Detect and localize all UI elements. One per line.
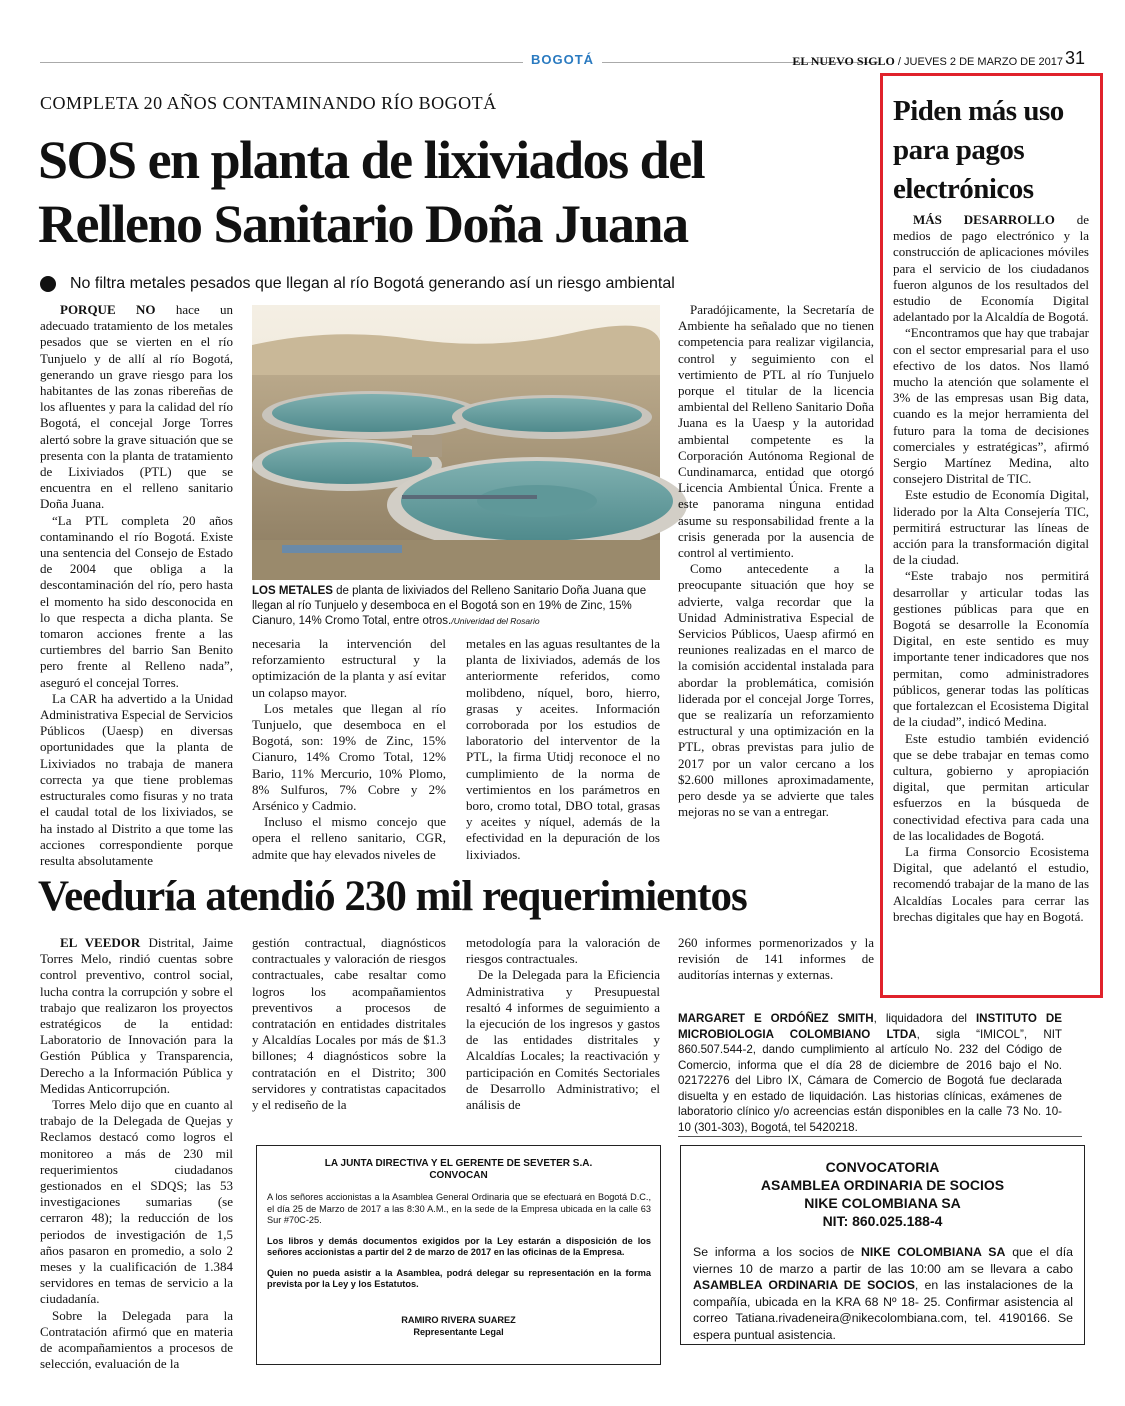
paragraph: La firma Consorcio Ecosistema Digital, que adelantó el estudio, recomendó trabajar de la mano de las Alcaldías Locales para cerrar las brechas digitales que hay en Bogotá. xyxy=(893,843,1089,924)
article2-column-1 xyxy=(40,935,233,1372)
article-column-1 xyxy=(40,302,233,868)
article-headline: SOS en planta de lixiviados del Relleno Sanitario Doña Juana xyxy=(38,130,705,254)
notice-body xyxy=(267,1192,651,1300)
liquidator-name: MARGARET E ORDÓÑEZ SMITH xyxy=(678,1012,874,1025)
issue-date: / JUEVES 2 DE MARZO DE 2017 xyxy=(894,56,1063,68)
signer-role: Representante Legal xyxy=(413,1327,504,1337)
paragraph: De la Delegada para la Eficiencia Administrativa y Presupuestal resaltó 4 informes de seguimiento a la ejecución de los ingresos y gastos de las entidades distritales y Alcaldías Locales; la reactivación y participación en Comités Sectoriales de Desarrollo Administrativo; el análisis de xyxy=(466,967,660,1113)
assembly-name: ASAMBLEA ORDINARIA DE SOCIOS xyxy=(693,1278,915,1292)
paragraph: “La PTL completa 20 años contaminando el río Bogotá. Existe una sentencia del Consejo de Estado de 2004 que obliga a la descontaminación del río, pero hasta el momento ha sido desconocida en lo que respecta a dicha planta. Se tomaron acciones frente a las curtiembres del barrio San Benito pero frente al Relleno nada”, aseguró el concejal Torres. xyxy=(40,512,233,690)
signer-name: RAMIRO RIVERA SUAREZ xyxy=(401,1315,516,1325)
paragraph: necesaria la intervención del reforzamiento estructural y la optimización de la planta y así evitar un colapso mayor. xyxy=(252,636,446,700)
article-kicker: COMPLETA 20 AÑOS CONTAMINANDO RÍO BOGOTÁ xyxy=(40,93,497,113)
paragraph: Como antecedente a la preocupante situación que hoy se advierte, valga recordar que la Unidad Administrativa Especial de Servicios Públicos, Uaesp afirmó en reuniones realizadas en el marco de la comisión accidental instalada para abordar la problemática, comisión liderada por el concejal Jorge Torres, que se realizaría un reforzamiento estructural y una optimización en la PTL, obras previstas para julio de 2017 por un valor cercano a los $2.600 millones aproximadamente, pero desde ya se advierte que tales mejoras no se van a entregar. xyxy=(678,561,874,820)
section-label: BOGOTÁ xyxy=(0,52,1125,67)
institute-name: INSTITUTO DE MICROBIOLOGIA COLOMBIANO LTDA xyxy=(678,1012,1062,1041)
paragraph: Paradójicamente, la Secretaría de Ambiente ha señalado que no tienen competencia para realizar vigilancia, control y seguimiento con el vertimiento de PTL al río Tunjuelo porque el titular de la licencia ambiental del Relleno Sanitario Doña Juana es la Uaesp y la autoridad ambiental competente es la Corporación Autónoma Regional de Cundinamarca, entidad que otorgó Licencia Ambiental Única. Frente a este panorama ninguna entidad asume su responsabilidad frente a la crisis generada por la ausencia de control al vertimiento. xyxy=(678,302,874,561)
article-column-4 xyxy=(678,302,874,857)
page-number: 31 xyxy=(1064,48,1085,68)
lead-in: PORQUE NO xyxy=(60,302,156,317)
sidebar-body xyxy=(893,212,1089,990)
paragraph: A los señores accionistas a la Asamblea General Ordinaria que se efectuará en Bogotá D.C., el día 25 de Marzo de 2017 a las 8:30 A.M., en la sede de la Empresa ubicada en la calle 63 Sur #70C-25. xyxy=(267,1192,651,1225)
paragraph: Los libros y demás documentos exigidos por la Ley estarán a disposición de los señores accionistas a partir del 2 de marzo de 2017 en las oficinas de la Empresa. xyxy=(267,1235,651,1257)
seveter-notice xyxy=(256,1145,661,1365)
lead-in: MÁS DESARROLLO xyxy=(913,212,1055,227)
paragraph: Torres Melo dijo que en cuanto al trabajo de la Delegada de Quejas y Reclamos destacó como logros el monitoreo a más de 230 mil requerimientos ciudadanos gestionados en el SDQS; las 53 investigaciones sumarias (se cerraron 48); la reducción de los periodos de investigación de 1,5 años pasaron en promedio, a solo 2 meses y la cualificación de 1.384 servidores en temas de servicio a la ciudadanía. xyxy=(40,1097,233,1307)
paragraph: “Encontramos que hay que trabajar con el sector empresarial para el uso efectivo de los datos. Nos llamó mucho la atención que solamente el 3% de las empresas usan Big data, cuando es la mejor herramienta del futuro para la toma de decisiones comerciales y estratégicas”, afirmó Sergio Martínez Medina, alto consejero Distrital de TIC. xyxy=(893,325,1089,487)
lead-in: EL VEEDOR xyxy=(60,935,141,950)
article2-column-3 xyxy=(466,935,660,1135)
paragraph: Quien no pueda asistir a la Asamblea, podrá delegar su representación en la forma prevista por la Ley y los Estatutos. xyxy=(267,1267,651,1289)
article-lede xyxy=(40,275,860,293)
paragraph: Sobre la Delegada para la Contratación afirmó que en materia de acompañamientos a procesos de selección, evaluación de la xyxy=(40,1307,233,1372)
notice-rule xyxy=(678,1136,1082,1137)
photo-credit: /Univeridad del Rosario xyxy=(451,616,540,626)
notice-signature xyxy=(257,1314,660,1338)
paragraph: “Este trabajo nos permitirá desarrollar y articular todas las gestiones públicas para que en Bogotá se desarrolle la Economía Digital, en este sentido es muy importante tener indicadores que nos permitan, como administradores públicos, generar todas las políticas que fortalezcan el Ecosistema Digital de la ciudad”, indicó Medina. xyxy=(893,568,1089,730)
bullet-icon xyxy=(40,276,56,292)
masthead-date xyxy=(792,54,1063,69)
paper-name: EL NUEVO SIGLO xyxy=(792,54,895,68)
lede-text: No filtra metales pesados que llegan al río Bogotá generando así un riesgo ambiental xyxy=(70,275,675,292)
sidebar-headline: Piden más uso para pagos electrónicos xyxy=(893,95,1064,205)
article-headline-2: Veeduría atendió 230 mil requerimientos xyxy=(38,873,747,920)
paragraph: PORQUE NO hace un adecuado tratamiento de los metales pesados que se vierten en el río Tunjuelo y de allí al río Bogotá, generando un grave riesgo para los habitantes de las zonas ribereñas de los afluentes y para la calidad del río Bogotá, el concejal Jorge Torres alertó sobre la grave situación que se presenta con la planta de tratamiento de Lixiviados (PTL) que se encuentra en el relleno sanitario Doña Juana. xyxy=(40,302,233,512)
nike-notice xyxy=(680,1145,1085,1345)
paragraph: metales en las aguas resultantes de la planta de lixiviados, además de los anteriormente referidos, como molibdeno, níquel, boro, hierro, grasas y aceites. Información corroborada por los estudios de laboratorio del interventor de la PTL, la firma Utidj reconoce el no cumplimiento de la norma de vertimientos en los parámetros en boro, cromo total, DBO total, grasas y aceites y níquel, además de la efectividad en la depuración de los lixiviados. xyxy=(466,636,660,862)
paragraph: EL VEEDOR Distrital, Jaime Torres Melo, rindió cuentas sobre control preventivo, control social, lucha contra la corrupción y sobre el trabajo que realizaron los proyectos estratégicos de la entidad: Laboratorio de Innovación para la Gestión Pública y Transparencia, Derecho a la Información Pública y Medidas Anticorrupción. xyxy=(40,935,233,1096)
photo-caption: LOS METALES de planta de lixiviados del Relleno Sanitario Doña Juana que llegan al río Tunjuelo y desemboca en el Bogotá son en 19% de Zinc, 15% Cianuro, 14% Cromo Total, entre otros./Univeridad del Rosario xyxy=(252,585,647,627)
article-column-2 xyxy=(252,636,446,862)
paragraph: Incluso el mismo concejo que opera el relleno sanitario, CGR, admite que hay elevados niveles de xyxy=(252,814,446,862)
paragraph: metodología para la valoración de riesgos contractuales. xyxy=(466,935,660,967)
caption-lead: LOS METALES xyxy=(252,585,333,597)
paragraph: 260 informes pormenorizados y la revisión de 141 informes de auditorías internas y externas. xyxy=(678,935,874,983)
article-photo xyxy=(252,305,660,580)
paragraph: MÁS DESARROLLO de medios de pago electrónico y la construcción de aplicaciones móviles para el servicio de los ciudadanos fueron algunos de los resultados del estudio de Economía Digital adelantado por la Alcaldía de Bogotá. xyxy=(893,212,1089,325)
paragraph: Este estudio también evidenció que se debe trabajar en temas como cultura, gobierno y apropiación digital, que permitan articular esfuerzos en la búsqueda de conectividad efectiva para cada una de las localidades de Bogotá. xyxy=(893,730,1089,843)
article2-column-4 xyxy=(678,935,874,1005)
paragraph: Los metales que llegan al río Tunjuelo, que desemboca en el Bogotá, son: 19% de Zinc, 15% Cianuro, 14% Cromo Total, 12% Bario, 11% Mercurio, 10% Plomo, 8% Sulfuros, 7% Cobre y 2% Arsénico y Cadmio. xyxy=(252,700,446,814)
treatment-plant-photo xyxy=(252,305,660,580)
notice-title: CONVOCATORIA ASAMBLEA ORDINARIA DE SOCIOS NIKE COLOMBIANA SA NIT: 860.025.188-4 xyxy=(760,1159,1005,1229)
paragraph: Este estudio de Economía Digital, liderado por la Alta Consejería TIC, permitirá estructurar las líneas de acción para la transformación digital de la ciudad. xyxy=(893,487,1089,568)
notice-body: Se informa a los socios de NIKE COLOMBIANA SA que el día viernes 10 de marzo a partir de las 10:00 am se llevara a cabo ASAMBLEA ORDINARIA DE SOCIOS, en las instalaciones de la compañía, ubicada en la KRA 68 Nº 18- 25. Confirmar asistencia al correo Tatiana.rivadeneira@nikecolombiana.com, tel. 4190166. Se espera puntual asistencia. xyxy=(693,1245,1073,1342)
paragraph: La CAR ha advertido a la Unidad Administrativa Especial de Servicios Públicos (Uaesp) en diversas oportunidades que la planta de Lixiviados no trabaja de manera correcta ya que tiene problemas estructurales como fisuras y no trata el caudal total de los lixiviados, se ha instado al Distrito a que tome las acciones correspondiente porque resulta absolutamente xyxy=(40,690,233,868)
company-name: NIKE COLOMBIANA SA xyxy=(861,1245,1006,1259)
liquidation-notice: MARGARET E ORDÓÑEZ SMITH, liquidadora del INSTITUTO DE MICROBIOLOGIA COLOMBIANO LTDA, sigla “IMICOL”, NIT 860.507.544-2, dando cumplimiento al artículo No. 232 del Código de Comercio, informa que el día 28 de diciembre de 2016 bajo el No. 02172276 del Libro IX, Cámara de Comercio de Bogotá fue declarada disuelta y en estado de liquidación. Las historias clínicas, exámenes de laboratorio clínico y/o acreencias están disponibles en la calle 73 No. 10-10 (301-303), Bogotá, tel 5420218. xyxy=(678,1012,1062,1134)
article2-column-2 xyxy=(252,935,446,1135)
paragraph: gestión contractual, diagnósticos contractuales y valoración de riesgos contractuales, cabe resaltar como logros los acompañamientos preventivos a procesos de contratación en entidades distritales y Alcaldías Locales por más de $1.3 billones; 4 diagnósticos sobre la contratación en el Distrito; 300 servidores y contratistas capacitados y el rediseño de la xyxy=(252,935,446,1113)
notice-title: LA JUNTA DIRECTIVA Y EL GERENTE DE SEVETER S.A. CONVOCAN xyxy=(324,1158,593,1181)
article-column-3 xyxy=(466,636,660,862)
